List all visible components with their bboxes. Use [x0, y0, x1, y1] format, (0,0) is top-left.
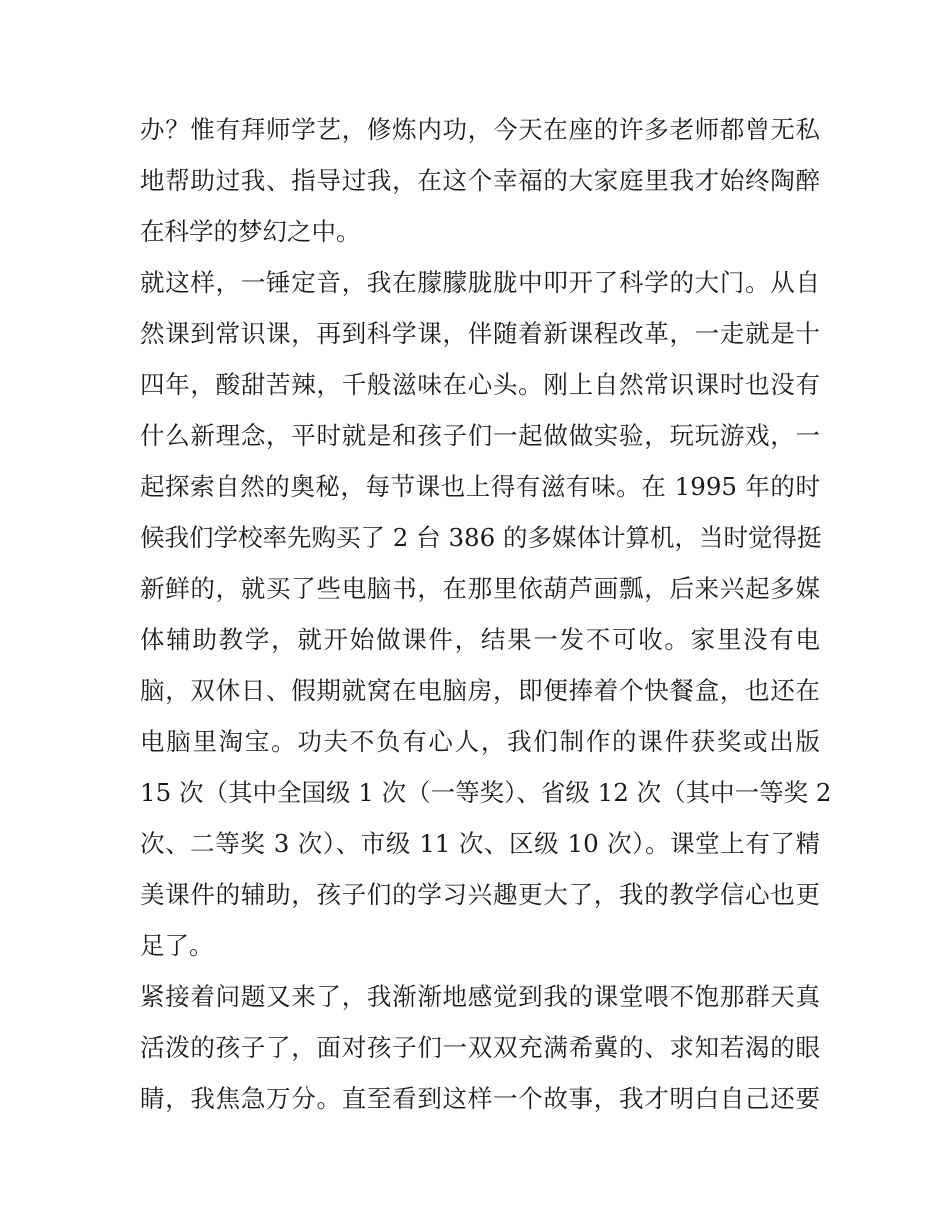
text-line: 电脑里淘宝。功夫不负有心人，我们制作的课件获奖或出版 [140, 727, 820, 756]
text-line: 15 次（其中全国级 1 次（一等奖）、省级 12 次（其中一等奖 2 [140, 778, 832, 807]
text-line: 睛，我焦急万分。直至看到这样一个故事，我才明白自己还要 [140, 1084, 820, 1113]
text-line: 在科学的梦幻之中。 [140, 217, 361, 246]
text-line: 脑，双休日、假期就窝在电脑房，即便捧着个快餐盒，也还在 [140, 676, 820, 705]
text-line: 然课到常识课，再到科学课，伴随着新课程改革，一走就是十 [140, 319, 820, 348]
text-line: 办？惟有拜师学艺，修炼内功，今天在座的许多老师都曾无私 [140, 115, 820, 144]
text-line: 候我们学校率先购买了 2 台 386 的多媒体计算机，当时觉得挺 [140, 523, 822, 552]
text-line: 就这样，一锤定音，我在朦朦胧胧中叩开了科学的大门。从自 [140, 268, 820, 297]
text-line: 四年，酸甜苦辣，千般滋味在心头。刚上自然常识课时也没有 [140, 370, 820, 399]
text-line: 体辅助教学，就开始做课件，结果一发不可收。家里没有电 [140, 625, 820, 654]
text-line: 什么新理念，平时就是和孩子们一起做做实验，玩玩游戏，一 [140, 421, 820, 450]
text-line: 次、二等奖 3 次）、市级 11 次、区级 10 次）。课堂上有了精 [140, 829, 820, 858]
text-line: 地帮助过我、指导过我，在这个幸福的大家庭里我才始终陶醉 [140, 166, 820, 195]
text-line: 紧接着问题又来了，我渐渐地感觉到我的课堂喂不饱那群天真 [140, 982, 820, 1011]
text-line: 新鲜的，就买了些电脑书，在那里依葫芦画瓢，后来兴起多媒 [140, 574, 820, 603]
body-text [140, 104, 832, 1124]
text-line: 足了。 [140, 931, 214, 960]
text-line: 起探索自然的奥秘，每节课也上得有滋有味。在 1995 年的时 [140, 472, 820, 501]
text-line: 美课件的辅助，孩子们的学习兴趣更大了，我的教学信心也更 [140, 880, 820, 909]
text-line: 活泼的孩子了，面对孩子们一双双充满希冀的、求知若渴的眼 [140, 1033, 820, 1062]
